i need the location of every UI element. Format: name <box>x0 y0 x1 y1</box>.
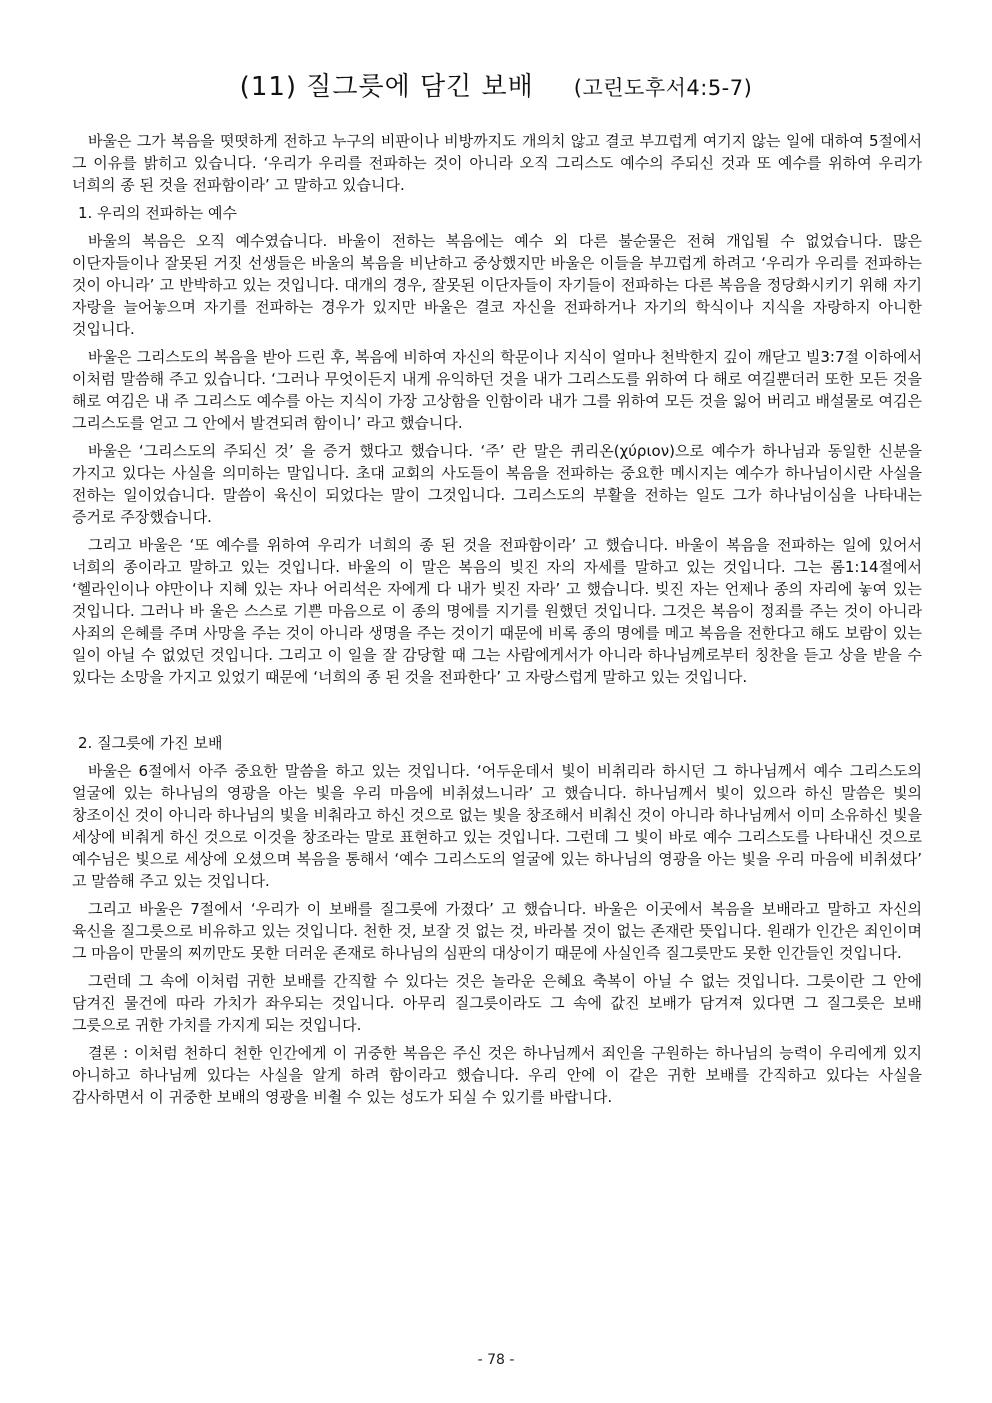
section2-paragraph: 바울은 6절에서 아주 중요한 말씀을 하고 있는 것입니다. ‘어두운데서 빛이 비취리라 하시던 그 하나님께서 예수 그리스도의 얼굴에 있는 하나님의 영광을 아는 빛을 우리 마음에 비취셨느니라’ 고 했습니다. 하나님께서 빛이 있으라 하신 말씀은 빛의 창조이신 것이 아니라 하나님의 빛을 비춰라고 하신 것으로 없는 빛을 창조해서 비춰신 것이 아니라 하나님께서 이미 소유하신 빛을 세상에 비춰게 하신 것으로 이것을 창조라는 말로 표현하고 있는 것입니다. 그런데 그 빛이 바로 예수 그리스도를 나타내신 것으로 예수님은 빛으로 세상에 오셨으며 복음을 통해서 ‘예수 그리스도의 얼굴에 있는 하나님의 영광을 아는 빛을 우리 마음에 비취셨다’ 고 말씀해 주고 있는 것입니다. <box>72 762 922 890</box>
intro-paragraph: 바울은 그가 복음을 떳떳하게 전하고 누구의 비판이나 비방까지도 개의치 않고 결코 부끄럽게 여기지 않는 일에 대하여 5절에서 그 이유를 밝히고 있습니다. ‘우리가 우리를 전파하는 것이 아니라 오직 그리스도 예수의 주되신 것과 또 예수를 위하여 우리가 너희의 종 된 것을 전파함이라’ 고 말하고 있습니다. <box>72 132 922 194</box>
document-body <box>72 130 922 1114</box>
section-heading-2: 2. 질그릇에 가진 보배 <box>78 734 223 752</box>
section2-paragraph: 그리고 바울은 7절에서 ‘우리가 이 보배를 질그릇에 가졌다’ 고 했습니다. 바울은 이곳에서 복음을 보배라고 말하고 자신의 육신을 질그릇으로 비유하고 있는 것입니다. 천한 것, 보잘 것 없는 것, 바라볼 것이 없는 존재란 뜻입니다. 원래가 인간은 죄인이며 그 마음이 만물의 찌끼만도 못한 더러운 존재로 하나님의 심판의 대상이기 때문에 사실인즉 질그릇만도 못한 인간들인 것입니다. <box>72 900 922 962</box>
section2-paragraph: 그런데 그 속에 이처럼 귀한 보배를 간직할 수 있다는 것은 놀라운 은혜요 축복이 아닐 수 없는 것입니다. 그릇이란 그 안에 담겨진 물건에 따라 가치가 좌우되는 것입니다. 아무리 질그릇이라도 그 속에 값진 보배가 담겨져 있다면 그 질그릇은 보배 그릇으로 귀한 가치를 가지게 되는 것입니다. <box>72 972 922 1034</box>
section1-paragraph: 그리고 바울은 ‘또 예수를 위하여 우리가 너희의 종 된 것을 전파함이라’ 고 했습니다. 바울이 복음을 전파하는 일에 있어서 너희의 종이라고 말하고 있는 것입니다. 바울의 이 말은 복음의 빚진 자의 자세를 말하고 있는 것입니다. 그는 롬1:14절에서 ‘헬라인이나 야만이나 지혜 있는 자나 어리석은 자에게 다 내가 빚진 자라’ 고 했습니다. 빚진 자는 언제나 종의 자리에 놓여 있는 것입니다. 그러나 바 울은 스스로 기쁜 마음으로 이 종의 명에를 지기를 원했던 것입니다. 그것은 복음이 정죄를 주는 것이 아니라 사죄의 은혜를 주며 사망을 주는 것이 아니라 생명을 주는 것이기 때문에 비록 종의 명에를 메고 복음을 전한다고 해도 보람이 있는 일이 아닐 수 없었던 것입니다. 그리고 이 일을 잘 감당할 때 그는 사람에게서가 아니라 하나님께로부터 칭찬을 듣고 상을 받을 수 있다는 소망을 가지고 있었기 때문에 ‘너희의 종 된 것을 전파한다’ 고 자랑스럽게 말하고 있는 것입니다. <box>72 536 922 686</box>
conclusion-paragraph: 결론 : 이처럼 천하디 천한 인간에게 이 귀중한 복음은 주신 것은 하나님께서 죄인을 구원하는 하나님의 능력이 우리에게 있지 아니하고 하나님께 있다는 사실을 알게 하려 함이라고 했습니다. 우리 안에 이 같은 귀한 보배를 간직하고 있다는 사실을 감사하면서 이 귀중한 보배의 영광을 비췰 수 있는 성도가 되실 수 있기를 바랍니다. <box>72 1044 922 1106</box>
page-title <box>0 66 992 103</box>
scripture-reference: (고린도후서4:5-7) <box>573 76 753 100</box>
section1-paragraph: 바울은 ‘그리스도의 주되신 것’ 을 증거 했다고 했습니다. ‘주’ 란 말은 퀴리온(χύριον)으로 예수가 하나님과 동일한 신분을 가지고 있다는 사실을 의미하는 말입니다. 초대 교회의 사도들이 복음을 전파하는 중요한 메시지는 예수가 하나님이시란 사실을 전하는 일이었습니다. 말씀이 육신이 되었다는 말이 그것입니다. 그리스도의 부활을 전하는 일도 그가 하나님이심을 나타내는 증거로 주장했습니다. <box>72 442 922 526</box>
title-main: (11) 질그릇에 담긴 보배 <box>239 72 534 102</box>
section-heading-1: 1. 우리의 전파하는 예수 <box>78 204 238 222</box>
section1-paragraph: 바울은 그리스도의 복음을 받아 드린 후, 복음에 비하여 자신의 학문이나 지식이 얼마나 천박한지 깊이 깨닫고 빌3:7절 이하에서 이처럼 말씀해 주고 있습니다. ‘그러나 무엇이든지 내게 유익하던 것을 내가 그리스도를 위하여 다 해로 여길뿐더러 또한 모든 것을 해로 여김은 내 주 그리스도 예수를 아는 지식이 가장 고상함을 인함이라 내가 그를 위하여 모든 것을 잃어 버리고 배설물로 여김은 그리스도를 얻고 그 안에서 발견되려 함이니’ 라고 했습니다. <box>72 348 922 432</box>
section1-paragraph: 바울의 복음은 오직 예수였습니다. 바울이 전하는 복음에는 예수 외 다른 불순물은 전혀 개입될 수 없었습니다. 많은 이단자들이나 잘못된 거짓 선생들은 바울의 복음을 비난하고 중상했지만 바울은 이들을 부끄럽게 하려고 ‘우리가 우리를 전파하는 것이 아니라’ 고 반박하고 있는 것입니다. 대개의 경우, 잘못된 이단자들이 자기들이 전파하는 다른 복음을 정당화시키기 위해 자기 자랑을 늘어놓으며 자기를 전파하는 경우가 있지만 바울은 결코 자신을 전파하거나 자기의 학식이나 지식을 자랑하지 아니한 것입니다. <box>72 232 922 338</box>
page-number: - 78 - <box>477 1352 515 1368</box>
